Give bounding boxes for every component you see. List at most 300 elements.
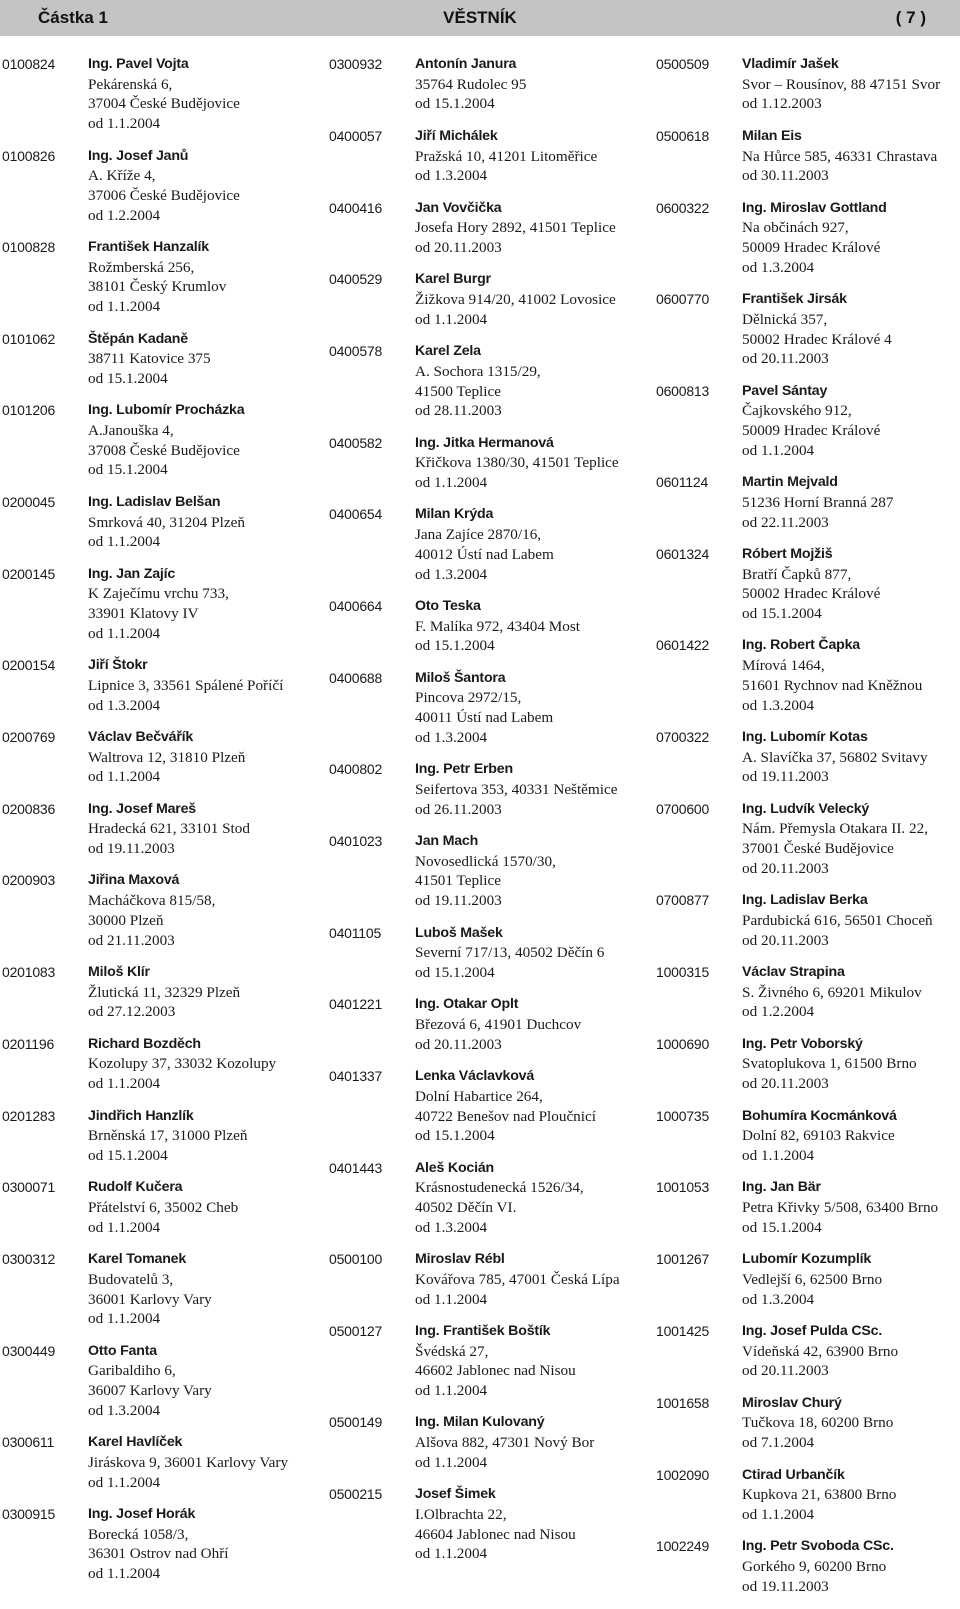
address-line: 41500 Teplice [415, 382, 501, 400]
registry-entry [656, 545, 958, 624]
registration-number: 0601422 [656, 637, 710, 654]
entry-details [742, 55, 958, 114]
registry-entry [2, 1433, 322, 1492]
address-line: od 20.11.2003 [742, 350, 829, 368]
person-name: Miroslav Churý [742, 1394, 842, 1411]
address-line: od 1.12.2003 [742, 95, 822, 113]
address-line: Josefa Hory 2892, 41501 Teplice [415, 219, 616, 237]
journal-title: VĚSTNÍK [443, 8, 517, 27]
address-line: Severní 717/13, 40502 Děčín 6 [415, 944, 605, 962]
entry-details [88, 493, 322, 552]
registration-number: 1000690 [656, 1035, 710, 1052]
person-name: Jiří Štokr [88, 657, 148, 674]
address-line: Tučkova 18, 60200 Brno [742, 1414, 894, 1432]
registration-number: 0101062 [2, 330, 56, 347]
person-name: Otto Fanta [88, 1342, 157, 1359]
address-line: Mírová 1464, [742, 657, 825, 675]
entry-details [415, 1067, 649, 1146]
entry-details [415, 127, 649, 186]
address-line: 51601 Rychnov nad Kněžnou [742, 676, 923, 694]
registry-entry [2, 656, 322, 715]
address-line: Na občinách 927, [742, 219, 849, 237]
address-line: od 1.1.2004 [88, 533, 161, 551]
address-line: od 15.1.2004 [415, 95, 495, 113]
person-name: Ing. Milan Kulovaný [415, 1414, 545, 1431]
address-line: od 1.1.2004 [88, 298, 161, 316]
registration-number: 0200145 [2, 565, 56, 582]
address-line: od 1.3.2004 [415, 728, 488, 746]
person-name: Ing. Josef Janů [88, 147, 189, 164]
person-name: Bohumíra Kocmánková [742, 1107, 897, 1124]
person-name: Karel Burgr [415, 271, 491, 288]
registry-entry [2, 963, 322, 1022]
registration-number: 0600770 [656, 291, 710, 308]
person-name: Pavel Sántay [742, 382, 828, 399]
registry-entry [2, 565, 322, 644]
entry-details [742, 1250, 958, 1309]
address-line: 30000 Plzeň [88, 911, 164, 929]
address-line: Jana Zajíce 2870/16, [415, 526, 542, 544]
registry-entry [329, 127, 649, 186]
registration-number: 0300915 [2, 1505, 56, 1522]
address-line: od 1.1.2004 [742, 441, 815, 459]
address-line: od 1.1.2004 [742, 1505, 815, 1523]
address-line: Nám. Přemysla Otakara II. 22, [742, 820, 928, 838]
registration-number: 0201283 [2, 1107, 56, 1124]
registry-entry [2, 147, 322, 226]
registration-number: 0500215 [329, 1486, 383, 1503]
address-line: od 19.11.2003 [415, 892, 502, 910]
entry-details [88, 330, 322, 389]
person-name: Ing. Jitka Hermanová [415, 434, 554, 451]
registration-number: 0401221 [329, 996, 383, 1013]
registration-number: 0500127 [329, 1322, 383, 1339]
address-line: od 1.2.2004 [742, 1003, 815, 1021]
address-line: od 15.1.2004 [742, 605, 822, 622]
entry-details [742, 891, 958, 950]
column-3 [656, 55, 958, 1609]
person-name: Václav Strapina [742, 963, 845, 980]
address-line: od 19.11.2003 [742, 768, 829, 786]
entry-details [742, 1466, 958, 1525]
registration-number: 0201083 [2, 963, 56, 980]
address-line: Žižkova 914/20, 41002 Lovosice [415, 291, 616, 309]
registration-number: 0200769 [2, 728, 56, 745]
person-name: Jindřich Hanzlík [88, 1107, 194, 1124]
registration-number: 1000315 [656, 963, 710, 980]
address-line: 37001 České Budějovice [742, 840, 894, 858]
address-line: I.Olbrachta 22, [415, 1505, 507, 1523]
address-line: od 1.3.2004 [742, 696, 815, 714]
person-name: František Hanzalík [88, 239, 209, 255]
registry-entry [329, 995, 649, 1054]
registry-entry [329, 597, 649, 656]
person-name: Ing. Josef Pulda CSc. [742, 1322, 883, 1339]
person-name: Miloš Klír [88, 963, 150, 980]
registration-number: 0700600 [656, 800, 710, 817]
entry-details [415, 832, 649, 911]
address-line: 40722 Benešov nad Ploučnicí [415, 1107, 596, 1125]
address-line: 51236 Horní Branná 287 [742, 493, 894, 511]
address-line: od 1.1.2004 [742, 1146, 815, 1164]
address-line: Svatoplukova 1, 61500 Brno [742, 1055, 917, 1073]
registration-number: 0100828 [2, 239, 56, 255]
entry-details [415, 55, 649, 114]
address-line: F. Malíka 972, 43404 Most [415, 617, 581, 635]
entry-details [88, 401, 322, 480]
entry-details [415, 924, 649, 983]
address-line: od 30.11.2003 [742, 167, 829, 185]
registry-entry [329, 1413, 649, 1472]
person-name: Jiřina Maxová [88, 872, 180, 889]
registry-entry [2, 1250, 322, 1329]
person-name: Štěpán Kadaně [88, 330, 188, 347]
entry-details [88, 1342, 322, 1421]
address-line: od 1.1.2004 [415, 1382, 488, 1400]
registration-number: 0401023 [329, 833, 383, 850]
address-line: 50002 Hradec Králové [742, 585, 881, 603]
registration-number: 1001425 [656, 1322, 710, 1339]
registration-number: 0400582 [329, 434, 383, 451]
registry-entry [656, 382, 958, 461]
address-line: od 1.3.2004 [415, 167, 488, 185]
entry-details [742, 382, 958, 461]
address-line: od 1.1.2004 [88, 768, 161, 786]
address-line: od 1.1.2004 [88, 1075, 161, 1093]
address-line: od 26.11.2003 [415, 800, 502, 818]
address-line: S. Živného 6, 69201 Mikulov [742, 983, 922, 1001]
entry-details [88, 728, 322, 787]
entry-details [742, 1322, 958, 1381]
address-line: od 1.2.2004 [88, 206, 161, 224]
column-2 [329, 55, 649, 1577]
person-name: Martin Mejvald [742, 474, 838, 491]
person-name: František Jirsák [742, 291, 847, 308]
registry-entry [329, 1322, 649, 1401]
entry-details [415, 1322, 649, 1401]
registration-number: 0500100 [329, 1251, 383, 1268]
address-line: Vídeňská 42, 63900 Brno [742, 1342, 899, 1360]
address-line: od 15.1.2004 [415, 963, 495, 981]
person-name: Ing. Lubomír Kotas [742, 728, 868, 745]
entry-details [88, 1035, 322, 1094]
person-name: Ing. Ladislav Belšan [88, 493, 221, 510]
address-line: Krásnostudenecká 1526/34, [415, 1179, 584, 1197]
address-line: od 15.1.2004 [742, 1218, 822, 1236]
registration-number: 0401337 [329, 1068, 383, 1085]
person-name: Ing. František Boštík [415, 1322, 551, 1339]
registry-entry [2, 1505, 322, 1584]
registration-number: 0300449 [2, 1342, 56, 1359]
address-line: od 20.11.2003 [742, 931, 829, 949]
address-line: 41501 Teplice [415, 872, 501, 890]
address-line: Garibaldiho 6, [88, 1362, 176, 1380]
address-line: 33901 Klatovy IV [88, 605, 199, 622]
registry-entry [329, 55, 649, 114]
address-line: Gorkého 9, 60200 Brno [742, 1558, 887, 1576]
registration-number: 1001267 [656, 1251, 710, 1268]
address-line: od 20.11.2003 [742, 1362, 829, 1380]
registry-entry [2, 401, 322, 480]
address-line: 50009 Hradec Králové [742, 422, 881, 439]
registry-entry [656, 1466, 958, 1525]
address-line: od 1.1.2004 [415, 474, 488, 492]
entry-details [88, 1107, 322, 1166]
person-name: Josef Šimek [415, 1486, 496, 1503]
entry-details [88, 1505, 322, 1584]
address-line: od 20.11.2003 [742, 859, 829, 877]
address-line: Dolní Habartice 264, [415, 1087, 543, 1105]
registry-entry [656, 636, 958, 715]
person-name: Vladimír Jašek [742, 56, 839, 72]
person-name: Miloš Šantora [415, 669, 506, 686]
registry-entry [656, 290, 958, 369]
entry-details [742, 290, 958, 369]
address-line: od 21.11.2003 [88, 931, 175, 949]
registration-number: 0401105 [329, 924, 382, 941]
entry-details [742, 963, 958, 1022]
person-name: Karel Zela [415, 343, 481, 360]
registration-number: 0200045 [2, 493, 56, 510]
registry-entry [2, 330, 322, 389]
address-line: od 15.1.2004 [415, 637, 495, 655]
registry-entry [656, 728, 958, 787]
address-line: 36001 Karlovy Vary [88, 1290, 212, 1308]
address-line: A. Slavíčka 37, 56802 Svitavy [742, 748, 928, 766]
registry-entry [656, 473, 958, 532]
entry-details [742, 199, 958, 278]
registry-entry [329, 669, 649, 748]
address-line: 38101 Český Krumlov [88, 278, 227, 296]
registration-number: 1000735 [656, 1107, 710, 1124]
entry-details [742, 1537, 958, 1596]
entry-details [742, 473, 958, 532]
address-line: od 19.11.2003 [742, 1577, 829, 1595]
registry-entry [656, 891, 958, 950]
address-line: od 1.1.2004 [415, 1453, 488, 1471]
address-line: od 7.1.2004 [742, 1434, 815, 1452]
address-line: Křičkova 1380/30, 41501 Teplice [415, 454, 619, 472]
address-line: Přátelství 6, 35002 Cheb [88, 1199, 239, 1217]
registry-entry [329, 199, 649, 258]
address-line: 50009 Hradec Králové [742, 239, 881, 256]
address-line: Seifertova 353, 40331 Neštěmice [415, 780, 618, 798]
page-number: ( 7 ) [895, 8, 926, 27]
address-line: Na Hůrce 585, 46331 Chrastava [742, 147, 938, 165]
registry-entry [656, 1394, 958, 1453]
entry-details [415, 1485, 649, 1564]
person-name: Rudolf Kučera [88, 1179, 183, 1196]
person-name: Ing. Petr Svoboda CSc. [742, 1538, 894, 1555]
registration-number: 0400688 [329, 669, 383, 686]
registry-entry [656, 1035, 958, 1094]
registration-number: 0400664 [329, 597, 383, 614]
entry-details [88, 1250, 322, 1329]
address-line: Svor – Rousínov, 88 47151 Svor [742, 75, 941, 93]
registry-entry [656, 1178, 958, 1237]
person-name: Ing. Petr Voborský [742, 1035, 863, 1052]
address-line: Petra Křivky 5/508, 63400 Brno [742, 1199, 939, 1217]
registry-entry [2, 871, 322, 950]
registration-number: 0401443 [329, 1159, 383, 1176]
registration-number: 0400057 [329, 127, 383, 144]
address-line: od 1.3.2004 [742, 1290, 815, 1308]
person-name: Ing. Josef Mareš [88, 800, 196, 817]
address-line: Kupkova 21, 63800 Brno [742, 1486, 897, 1504]
registry-entry [656, 199, 958, 278]
address-line: Vedlejší 6, 62500 Brno [742, 1270, 883, 1288]
page-header [0, 0, 960, 36]
person-name: Ing. Lubomír Procházka [88, 402, 245, 419]
address-line: Švédská 27, [415, 1342, 489, 1360]
entry-details [742, 800, 958, 879]
address-line: 38711 Katovice 375 [88, 350, 211, 368]
address-line: Čajkovského 912, [742, 402, 852, 420]
address-line: Pincova 2972/15, [415, 689, 522, 707]
person-name: Róbert Mojžiš [742, 545, 833, 562]
registry-entry [2, 493, 322, 552]
person-name: Karel Havlíček [88, 1434, 183, 1451]
address-line: od 1.1.2004 [88, 1473, 161, 1491]
registry-entry [329, 1067, 649, 1146]
address-line: od 1.3.2004 [415, 565, 488, 583]
entry-details [415, 1250, 649, 1309]
address-line: Žlutická 11, 32329 Plzeň [88, 983, 241, 1001]
registration-number: 1002090 [656, 1466, 710, 1483]
registry-entry [329, 1250, 649, 1309]
person-name: Ing. Josef Horák [88, 1505, 196, 1522]
address-line: Alšova 882, 47301 Nový Bor [415, 1434, 595, 1452]
registration-number: 0400802 [329, 761, 383, 778]
entry-details [88, 1178, 322, 1237]
address-line: od 20.11.2003 [742, 1075, 829, 1093]
entry-details [742, 636, 958, 715]
address-line: od 1.1.2004 [88, 624, 161, 642]
registry-entry [2, 1107, 322, 1166]
address-line: 40012 Ústí nad Labem [415, 545, 554, 563]
address-line: Waltrova 12, 31810 Plzeň [88, 748, 246, 766]
registry-entry [329, 1159, 649, 1238]
person-name: Ing. Miroslav Gottland [742, 199, 887, 216]
address-line: od 1.1.2004 [88, 1310, 161, 1328]
column-1 [2, 55, 322, 1596]
address-line: od 1.3.2004 [742, 258, 815, 276]
registry-entry [2, 238, 322, 317]
entry-details [88, 871, 322, 950]
entry-details [415, 669, 649, 748]
person-name: Oto Teska [415, 597, 481, 614]
address-line: 37008 České Budějovice [88, 441, 240, 459]
address-line: od 15.1.2004 [88, 369, 168, 387]
person-name: Jan Mach [415, 833, 479, 850]
address-line: Hradecká 621, 33101 Stod [88, 820, 250, 838]
entry-details [88, 963, 322, 1022]
registration-number: 0200154 [2, 657, 56, 674]
registration-number: 0300611 [2, 1434, 55, 1451]
registry-entry [656, 55, 958, 114]
address-line: 46604 Jablonec nad Nisou [415, 1525, 576, 1543]
address-line: od 1.1.2004 [88, 1565, 161, 1583]
person-name: Milan Eis [742, 127, 802, 144]
person-name: Ing. Petr Erben [415, 761, 513, 778]
address-line: od 27.12.2003 [88, 1003, 176, 1021]
registry-entry [329, 270, 649, 329]
address-line: od 22.11.2003 [742, 513, 829, 531]
person-name: Ing. Jan Zajíc [88, 565, 176, 582]
address-line: od 28.11.2003 [415, 402, 502, 420]
address-line: 40502 Děčín VI. [415, 1199, 517, 1217]
entry-details [742, 1035, 958, 1094]
address-line: od 1.1.2004 [88, 115, 161, 133]
address-line: Brněnská 17, 31000 Plzeň [88, 1127, 248, 1145]
entry-details [88, 800, 322, 859]
entry-details [415, 270, 649, 329]
address-line: od 19.11.2003 [88, 840, 175, 858]
person-name: Ing. Otakar Oplt [415, 996, 519, 1013]
registration-number: 0700322 [656, 728, 710, 745]
registration-number: 0500509 [656, 56, 710, 72]
address-line: od 1.1.2004 [415, 1290, 488, 1308]
entry-details [742, 1178, 958, 1237]
address-line: Budovatelů 3, [88, 1270, 174, 1288]
person-name: Lubomír Kozumplík [742, 1251, 872, 1268]
registry-entry [329, 434, 649, 493]
address-line: 37006 České Budějovice [88, 186, 240, 204]
entry-details [742, 1394, 958, 1453]
registry-entry [656, 1322, 958, 1381]
person-name: Karel Tomanek [88, 1251, 187, 1268]
address-line: 37004 České Budějovice [88, 95, 240, 113]
registration-number: 1002249 [656, 1538, 710, 1555]
entry-details [742, 728, 958, 787]
address-line: 50002 Hradec Králové 4 [742, 330, 892, 348]
registry-entry [2, 728, 322, 787]
entry-details [88, 55, 322, 134]
registration-number: 0400416 [329, 199, 383, 216]
person-name: Ing. Jan Bär [742, 1179, 821, 1196]
registration-number: 0700877 [656, 892, 710, 909]
person-name: Ing. Robert Čapka [742, 637, 860, 654]
person-name: Milan Krýda [415, 506, 494, 523]
address-line: Dolní 82, 69103 Rakvice [742, 1127, 895, 1145]
address-line: A. Sochora 1315/29, [415, 362, 541, 380]
address-line: Pražská 10, 41201 Litoměřice [415, 147, 598, 165]
person-name: Lenka Václavková [415, 1068, 535, 1085]
address-line: Rožmberská 256, [88, 258, 195, 276]
registration-number: 0300932 [329, 56, 383, 72]
registry-entry [2, 55, 322, 134]
address-line: Kozolupy 37, 33032 Kozolupy [88, 1055, 277, 1073]
registration-number: 0500618 [656, 127, 710, 144]
registration-number: 0100824 [2, 56, 56, 72]
address-line: od 15.1.2004 [88, 461, 168, 479]
address-line: Jiráskova 9, 36001 Karlovy Vary [88, 1453, 289, 1471]
person-name: Antonín Janura [415, 56, 517, 72]
person-name: Richard Bozděch [88, 1035, 201, 1052]
person-name: Miroslav Rébl [415, 1251, 505, 1268]
registry-entry [329, 342, 649, 421]
address-line: od 15.1.2004 [415, 1127, 495, 1145]
person-name: Ctirad Urbančík [742, 1466, 845, 1483]
address-line: Dělnická 357, [742, 310, 828, 328]
entry-details [415, 342, 649, 421]
address-line: 35764 Rudolec 95 [415, 75, 527, 93]
address-line: Lipnice 3, 33561 Spálené Poříčí [88, 676, 284, 694]
registry-entry [329, 924, 649, 983]
registry-entry [656, 963, 958, 1022]
person-name: Luboš Mašek [415, 924, 503, 941]
entry-details [742, 1107, 958, 1166]
